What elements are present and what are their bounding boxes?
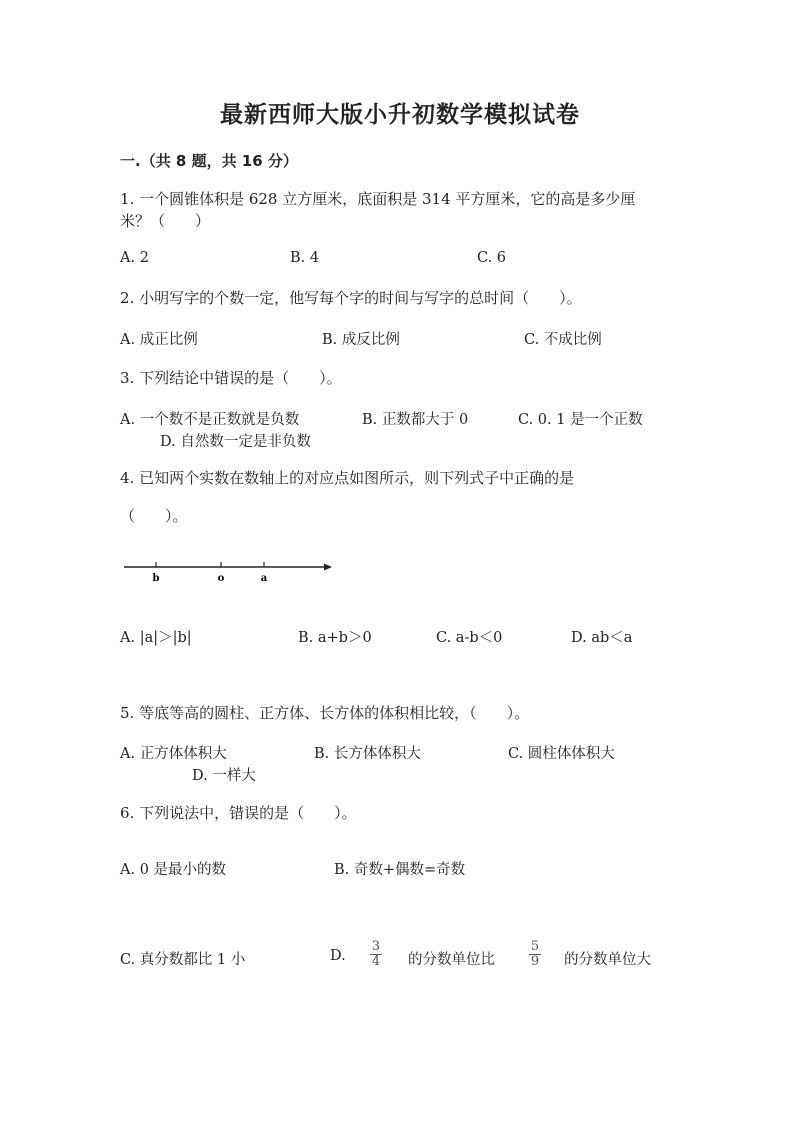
section-heading: 一.（共 8 题，共 16 分） [120,152,298,170]
fraction-three-quarters [366,940,386,969]
question-1-option-b: B. 4 [290,250,320,266]
question-6-stem: 6. 下列说法中，错误的是（ ）。 [120,804,357,822]
fraction-1-numerator: 3 [371,939,381,954]
question-2-stem: 2. 小明写字的个数一定，他写每个字的时间与写字的总时间（ ）。 [120,289,582,307]
fraction-2-denominator: 9 [530,954,540,969]
question-1-stem-line1: 1. 一个圆锥体积是 628 立方厘米，底面积是 314 平方厘米，它的高是多少厘 [120,190,636,208]
fraction-1-denominator: 4 [371,954,381,969]
question-6-option-b: B. 奇数+偶数=奇数 [334,862,466,878]
question-4-option-d: D. ab＜a [571,630,633,646]
question-2-option-a: A. 成正比例 [120,332,198,348]
label-o: o [217,573,225,584]
question-5-option-b: B. 长方体体积大 [314,746,421,762]
page-title: 最新西师大版小升初数学模拟试卷 [220,102,580,128]
question-3-option-a: A. 一个数不是正数就是负数 [120,412,300,428]
question-2-option-c: C. 不成比例 [524,332,602,348]
question-4-option-a: A. |a|＞|b| [120,630,192,646]
question-6-option-c: C. 真分数都比 1 小 [120,952,246,968]
question-4-option-c: C. a-b＜0 [436,630,503,646]
question-3-option-c: C. 0. 1 是一个正数 [518,412,643,428]
label-b: b [152,573,160,584]
question-6-option-a: A. 0 是最小的数 [120,862,227,878]
question-4-option-b: B. a+b＞0 [298,630,372,646]
question-4-stem-line2: （ ）。 [120,507,188,525]
fraction-five-ninths [525,940,545,969]
question-5-option-a: A. 正方体体积大 [120,746,227,762]
question-2-option-b: B. 成反比例 [322,332,400,348]
question-3-option-b: B. 正数都大于 0 [362,412,469,428]
question-5-option-c: C. 圆柱体体积大 [508,746,615,762]
fraction-2-numerator: 5 [530,939,540,954]
question-1-option-a: A. 2 [120,250,149,266]
question-1-stem-line2: 米？（ ） [120,212,211,230]
question-6-option-d-suffix: 的分数单位大 [564,952,651,968]
question-1-option-c: C. 6 [477,250,507,266]
question-5-stem: 5. 等底等高的圆柱、正方体、长方体的体积相比较，（ ）。 [120,704,530,722]
question-3-option-d: D. 自然数一定是非负数 [160,434,311,450]
question-6-option-d-prefix: D. [330,948,346,964]
label-a: a [260,573,268,584]
question-4-stem-line1: 4. 已知两个实数在数轴上的对应点如图所示，则下列式子中正确的是 [120,469,575,487]
question-5-option-d: D. 一样大 [192,768,256,784]
number-line-arrow-icon [324,564,332,571]
question-3-stem: 3. 下列结论中错误的是（ ）。 [120,369,342,387]
number-line-figure [120,558,340,588]
question-6-option-d-middle: 的分数单位比 [408,952,495,968]
